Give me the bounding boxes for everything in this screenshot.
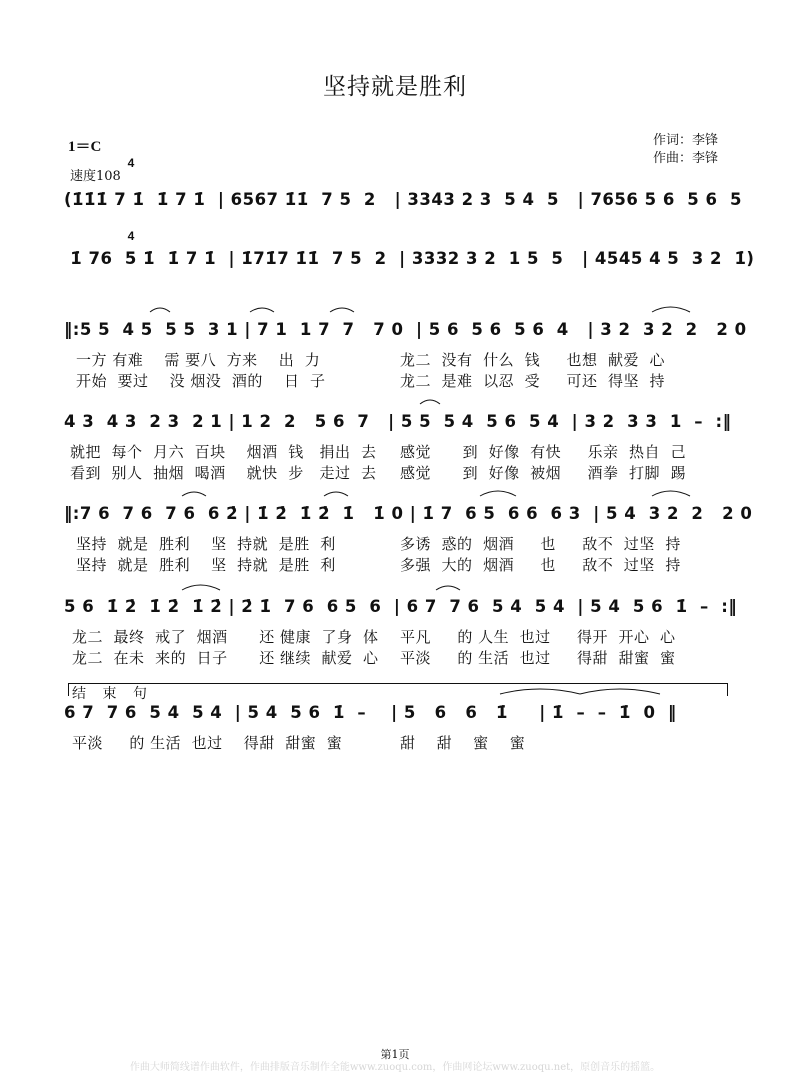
notation-line: 1̇ 76 5 1̇ 1̇ 7 1̇ | 1̇71̇7 1̇1̇ 7 5 2 | 3332 3 2 1 5 5 | 4545 4 5 3 2 1̇): [64, 249, 755, 268]
lyric-verse-1-left: 就把 每个 月六 百块 烟酒 钱 捐出 去: [70, 443, 377, 461]
lyric-verse-1-left: 坚持 就是 胜利 坚 持就 是胜 利: [76, 535, 336, 553]
time-signature-bottom: 4: [127, 229, 135, 243]
page-number: 第1页: [380, 1048, 410, 1061]
tempo-mark: 速度108: [70, 169, 121, 184]
ending-bracket: [68, 683, 728, 696]
notation-line: 6 7 7 6 5 4 5 4 | 5 4 5 6 1̇ – | 5 6 6 1̇ | 1̇ – – 1̇ 0 ‖: [64, 703, 677, 722]
notation-line: ‖:5 5 4 5 5 5 3 1 | 7 1 1 7 7 7 0 | 5 6 5 6 5 6 4 | 3 2 3 2 2 2 0: [64, 320, 747, 339]
notation-line: 5 6 1̇ 2̇ 1̇ 2̇ 1̇ 2̇ | 2̇ 1̇ 7 6 6 5 6 | 6 7 7 6 5 4 5 4 | 5 4 5 6 1̇ – :‖: [64, 597, 738, 616]
ending-label: 结 束 句: [72, 686, 153, 702]
lyric-verse-2-right: 平淡 的 生活 也过 得甜 甜蜜 蜜: [400, 649, 676, 667]
song-title: 坚持就是胜利: [323, 74, 467, 100]
lyricist-credit: 作词：李锋: [652, 133, 718, 148]
lyric-verse-2-right: 感觉 到 好像 被烟 酒拳 打脚 踢: [400, 464, 687, 482]
key-signature: 1＝C: [68, 139, 102, 155]
lyric-verse-1-right: 感觉 到 好像 有快 乐亲 热自 己: [400, 443, 687, 461]
lyric-verse-1-left: 一方 有难 需 要八 方来 出 力: [76, 351, 321, 369]
lyric-verse-1-right: 平凡 的 人生 也过 得开 开心 心: [400, 628, 676, 646]
notation-line: ‖:7 6 7 6 7 6 6 2̇ | 1̇ 2̇ 1̇ 2̇ 1̇ 1̇ 0 | 1̇ 7 6 5 6 6 6 3 | 5 4 3 2 2 2 0: [64, 504, 753, 523]
lyric-verse-1-right: 龙二 没有 什么 钱 也想 献爱 心: [400, 351, 666, 369]
lyric-verse-2-left: 看到 别人 抽烟 喝酒 就快 步 走过 去: [70, 464, 377, 482]
lyric-verse-2-right: 多强 大的 烟酒 也 敌不 过坚 持: [400, 556, 681, 574]
lyric-ending-left: 平淡 的 生活 也过 得甜 甜蜜 蜜: [72, 734, 343, 752]
lyric-verse-2-left: 开始 要过 没 烟没 酒的 日 子: [76, 372, 326, 390]
time-signature-top: 4: [127, 156, 135, 170]
notation-line: 4 3 4 3 2 3 2 1 | 1 2 2 5 6 7 | 5 5 5 4 5 6 5 4 | 3 2 3 3 1 – :‖: [64, 412, 732, 431]
notation-line: (1̇1̇1̇ 7 1̇ 1̇ 7 1̇ | 6567 1̇1̇ 7 5 2 | 3343 2 3 5 4 5 | 7656 5 6 5 6 5: [64, 190, 742, 209]
composer-credit: 作曲：李锋: [652, 151, 718, 166]
watermark-text: 作曲大师简线谱作曲软件，作曲排版音乐制作全能www.zuoqu.com，作曲网论坛www.zuoqu.net，原创音乐的摇篮。: [129, 1062, 661, 1073]
lyric-verse-2-left: 龙二 在未 来的 日子 还 继续 献爱 心: [72, 649, 379, 667]
lyric-ending-right: 甜 甜 蜜 蜜: [400, 734, 526, 752]
lyric-verse-1-left: 龙二 最终 戒了 烟酒 还 健康 了身 体: [72, 628, 379, 646]
lyric-verse-1-right: 多诱 惑的 烟酒 也 敌不 过坚 持: [400, 535, 681, 553]
lyric-verse-2-left: 坚持 就是 胜利 坚 持就 是胜 利: [76, 556, 336, 574]
lyric-verse-2-right: 龙二 是难 以忍 受 可还 得坚 持: [400, 372, 666, 390]
